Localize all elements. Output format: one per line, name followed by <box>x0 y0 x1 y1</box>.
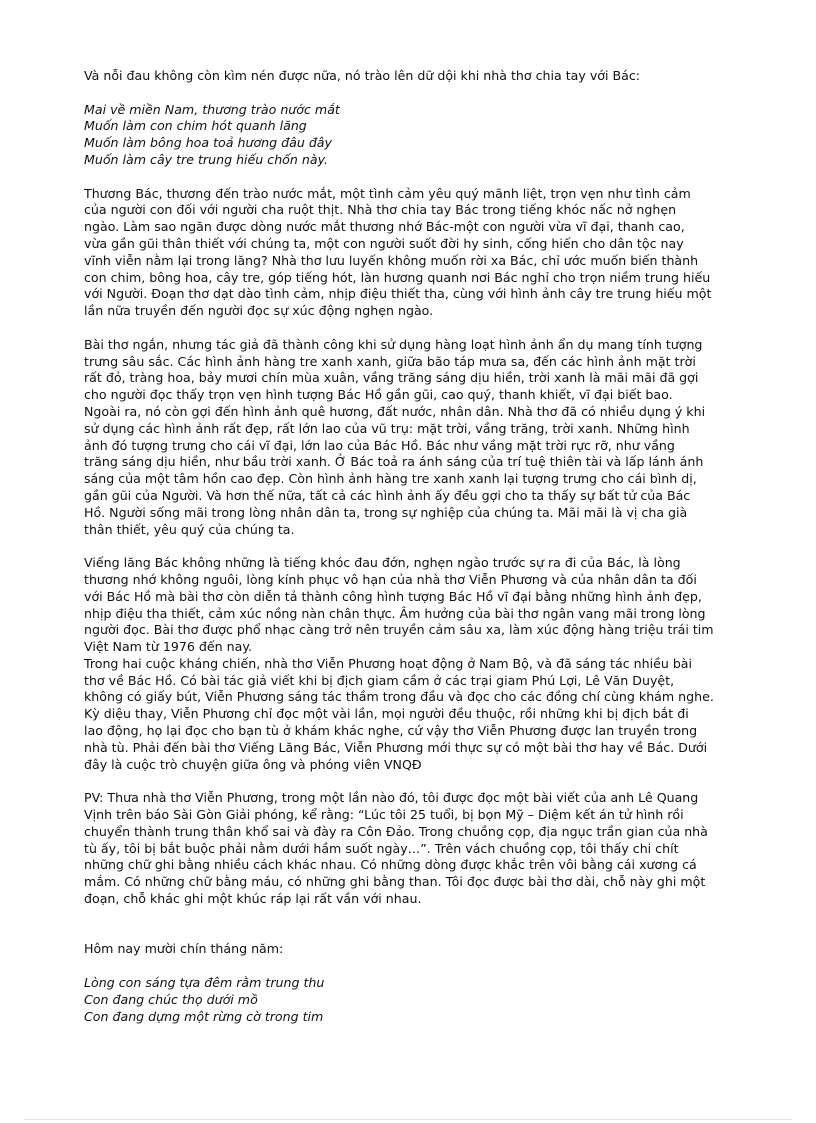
text-line: Kỳ diệu thay, Viễn Phương chỉ đọc một vài lần, mọi người đều thuộc, rồi những khi bị địch bắt đi <box>84 706 689 722</box>
text-line: ngào. Làm sao ngăn được dòng nước mắt thương nhớ Bác-một con người vừa vĩ đại, thanh cao, <box>84 219 685 235</box>
text-line: rất đỏ, tràng hoa, bảy mươi chín mùa xuân, vầng trăng sáng dịu hiền, trời xanh là mãi mãi đã gợi <box>84 370 699 386</box>
spacer <box>84 908 760 942</box>
paragraph-3 <box>84 555 760 773</box>
text-line: đoạn, chỗ khác ghi một khúc ráp lại rất vần với nhau. <box>84 891 422 907</box>
text-line: cho người đọc thấy trọn vẹn hình tượng Bác Hồ gần gũi, cao quý, thanh khiết, vĩ đại biết bao. <box>84 387 673 403</box>
text-line: chuyển thành trung thân khổ sai và đày ra Côn Đảo. Trong chuồng cọp, địa ngục trần gian của nhà <box>84 823 708 839</box>
text-line: Vịnh trên báo Sài Gòn Giải phóng, kể rằng: “Lúc tôi 25 tuổi, bị bọn Mỹ – Diệm kết án tử hình rồi <box>84 807 684 823</box>
text-line: lần nữa truyền đến người đọc sự xúc động nghẹn ngào. <box>84 303 434 319</box>
text-line: sử dụng các hình ảnh rất đẹp, rất lớn lao của vũ trụ: mặt trời, vầng trăng, trời xanh. Những hình <box>84 420 690 436</box>
spacer <box>84 538 760 555</box>
intro-line: Và nỗi đau không còn kìm nén được nữa, nó trào lên dữ dội khi nhà thơ chia tay với Bác: <box>84 68 641 83</box>
text-line: mắm. Có những chữ bằng máu, có những ghi bằng than. Tôi đọc được bài thơ dài, chỗ này ghi một <box>84 874 706 890</box>
verse-line: Con đang dựng một rừng cờ trong tim <box>84 1008 324 1024</box>
text-line: PV: Thưa nhà thơ Viễn Phương, trong một lần nào đó, tôi được đọc một bài viết của anh Lê Quang <box>84 790 699 806</box>
paragraph-4 <box>84 790 760 908</box>
verse-stanza-2 <box>84 975 760 1025</box>
paragraph-2 <box>84 337 760 539</box>
text-line: Bài thơ ngắn, nhưng tác giả đã thành công khi sử dụng hàng loạt hình ảnh ẩn dụ mang tính tượng <box>84 336 703 352</box>
text-line: nhịp điệu tha thiết, cảm xúc nồng nàn chân thực. Âm hưởng của bài thơ ngân vang mãi trong lòng <box>84 605 706 621</box>
text-line: không có giấy bút, Viễn Phương sáng tác thầm trong đầu và đọc cho các đồng chí cùng khám nghe. <box>84 689 714 705</box>
page-bottom-divider <box>24 1119 792 1120</box>
spacer <box>84 773 760 790</box>
text-line: với Bác Hồ mà bài thơ còn diễn tả thành công hình tượng Bác Hồ vĩ đại bằng những hình ảnh đẹp, <box>84 588 702 604</box>
text-line: trưng sâu sắc. Các hình ảnh hàng tre xanh xanh, giữa bão táp mưa sa, đến các hình ảnh mặt trời <box>84 353 696 369</box>
text-line: nhà tù. Phải đến bài thơ Viếng Lăng Bác, Viễn Phương mới thực sự có một bài thơ hay về Bác. Dưới <box>84 739 708 755</box>
text-line: Hồ. Người sống mãi trong lòng nhân dân ta, trong sự nghiệp của chúng ta. Mãi mãi là vị cha già <box>84 504 688 520</box>
spacer <box>84 169 760 186</box>
text-line: thân thiết, yêu quý của chúng ta. <box>84 521 295 537</box>
text-line: vừa gần gũi thân thiết với chúng ta, một con người suốt đời hy sinh, cống hiến cho dân tộc nay <box>84 235 684 251</box>
text-line: đây là cuộc trò chuyện giữa ông và phóng viên VNQĐ <box>84 756 422 772</box>
date-line: Hôm nay mười chín tháng năm: <box>84 941 284 957</box>
text-line: Ngoài ra, nó còn gợi đến hình ảnh quê hương, đất nước, nhân dân. Nhà thơ đã có nhiều dụng ý khi <box>84 403 706 419</box>
verse-line: Muốn làm cây tre trung hiếu chốn này. <box>84 151 329 167</box>
text-line: lao động, họ lại đọc cho bạn tù ở khám khác nghe, cứ vậy thơ Viễn Phương được lan truyền trong <box>84 723 698 739</box>
text-line: ảnh đó tượng trưng cho cái vĩ đại, lớn lao của Bác Hồ. Bác như vầng mặt trời rực rỡ, như vầng <box>84 437 675 453</box>
spacer <box>84 320 760 337</box>
paragraph-1 <box>84 186 760 320</box>
text-line: Thương Bác, thương đến trào nước mắt, một tình cảm yêu quý mãnh liệt, trọn vẹn như tình cảm <box>84 185 691 201</box>
text-line: sáng của một tâm hồn cao đẹp. Còn hình ảnh hàng tre xanh xanh lại tượng trưng cho cái bình dị, <box>84 471 697 487</box>
text-line: với Người. Đoạn thơ dạt dào tình cảm, nhịp điệu thiết tha, cùng với hình ảnh cây tre trung hiếu một <box>84 286 712 302</box>
text-line: Viếng lăng Bác không những là tiếng khóc đau đớn, nghẹn ngào trước sự ra đi của Bác, là lòng <box>84 555 681 571</box>
text-line: người đọc. Bài thơ được phổ nhạc càng trở nên truyền cảm sâu xa, làm xúc động hàng triệu trái tim <box>84 622 714 638</box>
spacer <box>84 958 760 975</box>
document-page <box>84 68 760 1025</box>
text-line: con chim, bông hoa, cây tre, góp tiếng hót, làn hương quanh nơi Bác nghỉ cho trọn niềm trung hiếu <box>84 269 711 285</box>
spacer <box>84 85 760 102</box>
text-line: trăng sáng dịu hiền, như bầu trời xanh. Ở Bác toả ra ánh sáng của trí tuệ thiên tài và lấp lánh ánh <box>84 454 704 470</box>
verse-line: Muốn làm bông hoa toả hương đâu đây <box>84 135 332 151</box>
text-line: Việt Nam từ 1976 đến nay. <box>84 639 252 655</box>
text-line: gần gũi của Người. Và hơn thế nữa, tất cả các hình ảnh ấy đều gợi cho ta thấy sự bất tử của Bác <box>84 487 691 503</box>
verse-line: Muốn làm con chim hót quanh lăng <box>84 118 307 134</box>
verse-line: Con đang chúc thọ dưới mồ <box>84 991 258 1007</box>
verse-line: Mai về miền Nam, thương trào nước mắt <box>84 101 340 117</box>
text-line: của người con đối với người cha ruột thịt. Nhà thơ chia tay Bác trong tiếng khóc nấc nở nghẹn <box>84 202 677 218</box>
verse-line: Lòng con sáng tựa đêm rằm trung thu <box>84 975 325 991</box>
text-line: vĩnh viễn nằm lại trong lăng? Nhà thơ lưu luyến không muốn rời xa Bác, chỉ ước muốn biến thành <box>84 252 699 268</box>
text-line: thương nhớ không nguôi, lòng kính phục vô hạn của nhà thơ Viễn Phương và của nhân dân ta đối <box>84 571 697 587</box>
text-line: thơ về Bác Hồ. Có bài tác giả viết khi bị địch giam cầm ở các trại giam Phú Lợi, Lê Văn Duyệt, <box>84 672 675 688</box>
text-line: Trong hai cuộc kháng chiến, nhà thơ Viễn Phương hoạt động ở Nam Bộ, và đã sáng tác nhiều bài <box>84 655 693 671</box>
verse-stanza-1 <box>84 102 760 169</box>
text-line: những chữ ghi bằng nhiều cách khác nhau. Có những dòng được khắc trên vôi bằng cái xương cá <box>84 857 697 873</box>
text-line: tù ấy, tôi bị bắt buộc phải nằm dưới hầm suốt ngày…”. Trên vách chuồng cọp, tôi thấy chi chít <box>84 840 679 856</box>
